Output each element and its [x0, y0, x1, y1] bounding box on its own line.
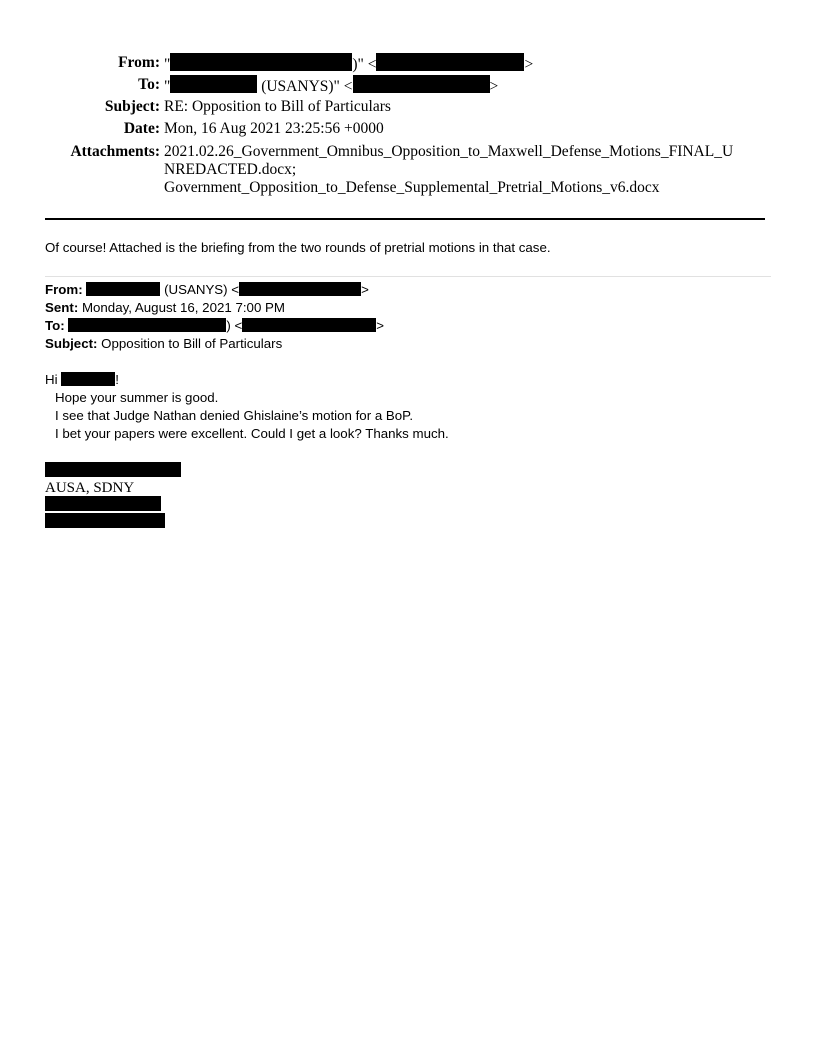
- header-to-suffix: >: [489, 78, 499, 95]
- header-from-quote: ": [164, 56, 171, 73]
- redaction-box: [239, 282, 361, 296]
- header-date-value: Mon, 16 Aug 2021 23:25:56 +0000: [164, 120, 384, 137]
- redaction-box: [61, 372, 115, 386]
- header-to-quote: ": [164, 78, 171, 95]
- quoted-from-label: From:: [45, 282, 83, 297]
- attachment-line-1: 2021.02.26_Government_Omnibus_Opposition_to_Maxwell_Defense_Motions_FINAL_U: [164, 143, 734, 160]
- quoted-to-mid: ) <: [226, 318, 243, 333]
- signature-line-redaction: [45, 496, 161, 511]
- header-from-mid: )" <: [352, 56, 377, 73]
- quoted-subject-row: [45, 336, 282, 352]
- body-line-2: I see that Judge Nathan denied Ghislaine’s motion for a BoP.: [55, 408, 414, 423]
- quoted-from-suffix: >: [361, 282, 369, 297]
- redaction-box: [86, 282, 160, 296]
- attachment-line-2: NREDACTED.docx;: [164, 161, 297, 178]
- redaction-box: [353, 75, 490, 93]
- redaction-box: [68, 318, 226, 332]
- quoted-sent-row: [45, 300, 285, 316]
- redaction-box: [170, 53, 352, 71]
- header-attachments-label: Attachments:: [70, 143, 160, 160]
- quoted-from-mid: (USANYS) <: [160, 282, 240, 297]
- quoted-sent-label: Sent:: [45, 300, 79, 315]
- body-line-3: I bet your papers were excellent. Could I get a look? Thanks much.: [55, 426, 449, 441]
- header-subject-value: RE: Opposition to Bill of Particulars: [164, 98, 391, 115]
- quoted-to-label: To:: [45, 318, 65, 333]
- greeting-suffix: !: [115, 372, 119, 387]
- header-to-mid: (USANYS)" <: [261, 78, 353, 95]
- header-divider: [45, 218, 765, 220]
- signature-title: AUSA, SDNY: [45, 480, 135, 496]
- quoted-to-suffix: >: [376, 318, 385, 333]
- reply-text: Of course! Attached is the briefing from the two rounds of pretrial motions in that case.: [45, 240, 551, 255]
- quoted-subject-label: Subject:: [45, 336, 98, 351]
- header-subject-label: Subject:: [104, 98, 160, 115]
- signature-line-redaction: [45, 513, 165, 528]
- header-to-value: [164, 75, 498, 96]
- header-from-suffix: >: [524, 56, 534, 73]
- quote-divider: [45, 276, 771, 277]
- header-to-label: To:: [138, 76, 160, 93]
- quoted-to-row: [45, 318, 384, 334]
- header-from-value: [164, 53, 533, 74]
- attachment-line-3: Government_Opposition_to_Defense_Supplemental_Pretrial_Motions_v6.docx: [164, 179, 660, 196]
- quoted-from-row: [45, 282, 369, 298]
- redaction-box: [170, 75, 257, 93]
- quoted-sent-value: Monday, August 16, 2021 7:00 PM: [78, 300, 285, 315]
- redaction-box: [242, 318, 376, 332]
- greeting-prefix: Hi: [45, 372, 62, 387]
- header-date-label: Date:: [123, 120, 160, 137]
- quoted-subject-value: Opposition to Bill of Particulars: [97, 336, 283, 351]
- body-line-1: Hope your summer is good.: [55, 390, 219, 405]
- signature-name-redaction: [45, 462, 181, 477]
- header-from-label: From:: [118, 54, 160, 71]
- redaction-box: [376, 53, 524, 71]
- greeting: [45, 372, 119, 388]
